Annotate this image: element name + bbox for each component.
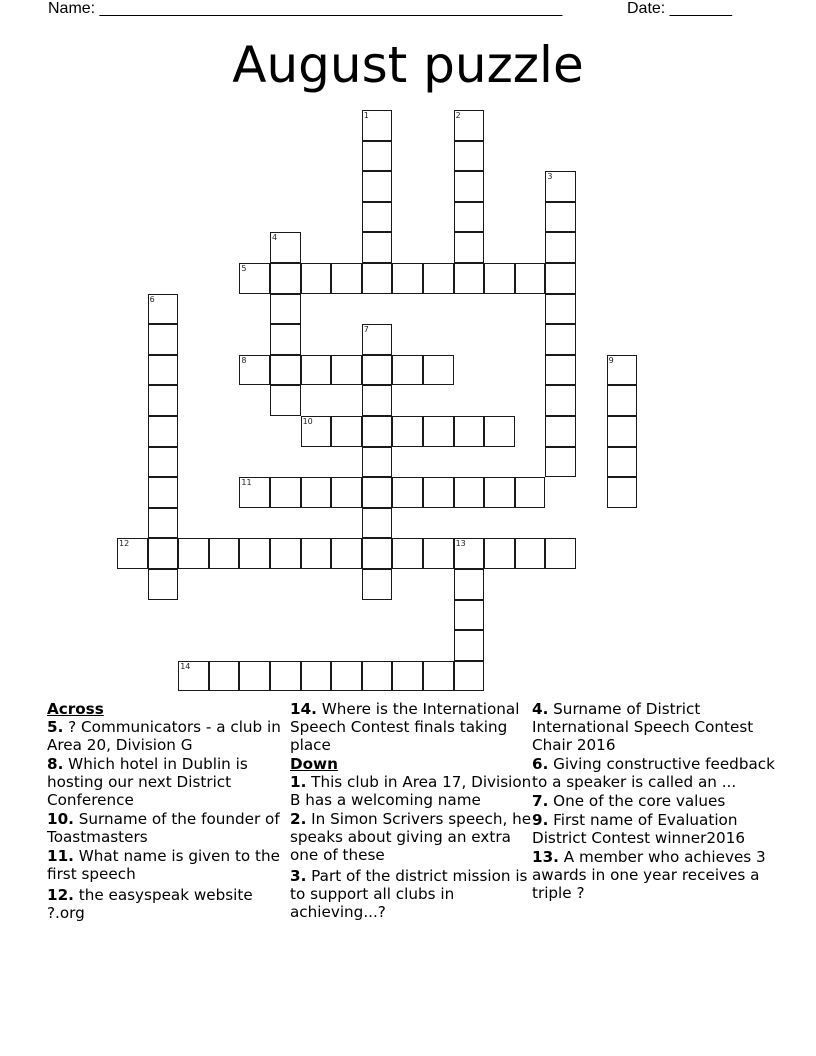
grid-cell[interactable] [362, 202, 393, 233]
clue-down-9 [532, 811, 777, 847]
grid-cell[interactable] [423, 263, 454, 294]
grid-cell[interactable] [454, 416, 485, 447]
grid-cell[interactable] [454, 110, 485, 141]
clue-text: Giving constructive feedback to a speaker is called an ... [532, 755, 775, 791]
cell-number: 8 [241, 355, 247, 365]
grid-cell[interactable] [545, 324, 576, 355]
grid-cell[interactable] [454, 661, 485, 692]
clues-column-3 [532, 700, 777, 903]
grid-cell[interactable] [545, 294, 576, 325]
grid-cell[interactable] [362, 355, 393, 386]
clue-number: 7. [532, 792, 549, 810]
grid-cell[interactable] [148, 508, 179, 539]
clue-number: 4. [532, 700, 549, 718]
clue-text: What name is given to the first speech [47, 847, 280, 883]
grid-cell[interactable] [423, 477, 454, 508]
grid-cell[interactable] [362, 416, 393, 447]
clue-number: 10. [47, 810, 74, 828]
clue-text: A member who achieves 3 awards in one year receives a triple ? [532, 848, 766, 902]
grid-cell[interactable] [331, 538, 362, 569]
grid-cell[interactable] [454, 141, 485, 172]
grid-cell[interactable] [545, 355, 576, 386]
clue-text: Which hotel in Dublin is hosting our next District Conference [47, 755, 248, 809]
grid-cell[interactable] [270, 661, 301, 692]
grid-cell[interactable] [545, 447, 576, 478]
cell-number: 4 [272, 233, 278, 243]
clue-text: Where is the International Speech Contest finals taking place [290, 700, 520, 754]
grid-cell[interactable] [423, 355, 454, 386]
grid-cell[interactable] [270, 232, 301, 263]
grid-cell[interactable] [454, 569, 485, 600]
grid-cell[interactable] [423, 661, 454, 692]
clue-across-5 [47, 718, 292, 754]
grid-cell[interactable] [454, 600, 485, 631]
grid-cell[interactable] [362, 141, 393, 172]
cell-number: 6 [149, 294, 155, 304]
clue-number: 12. [47, 886, 74, 904]
grid-cell[interactable] [148, 477, 179, 508]
grid-cell[interactable] [270, 538, 301, 569]
grid-cell[interactable] [117, 538, 148, 569]
clue-number: 8. [47, 755, 64, 773]
clue-text: Part of the district mission is to support all clubs in achieving...? [290, 867, 528, 921]
cell-number: 14 [180, 661, 191, 671]
clues-column-2 [290, 700, 535, 922]
clue-down-4 [532, 700, 777, 754]
grid-cell[interactable] [148, 355, 179, 386]
grid-cell[interactable] [362, 171, 393, 202]
clue-number: 13. [532, 848, 559, 866]
grid-cell[interactable] [148, 294, 179, 325]
grid-cell[interactable] [607, 416, 638, 447]
clue-text: In Simon Scrivers speech, he speaks about giving an extra one of these [290, 810, 532, 864]
grid-cell[interactable] [423, 538, 454, 569]
cell-number: 7 [363, 325, 369, 335]
grid-cell[interactable] [301, 416, 332, 447]
grid-cell[interactable] [362, 569, 393, 600]
grid-cell[interactable] [484, 538, 515, 569]
grid-cell[interactable] [178, 538, 209, 569]
clue-number: 14. [290, 700, 317, 718]
across-heading: Across [47, 700, 104, 718]
clue-text: Surname of District International Speech Contest Chair 2016 [532, 700, 754, 754]
cell-number: 2 [455, 111, 461, 120]
grid-cell[interactable] [454, 538, 485, 569]
grid-cell[interactable] [484, 263, 515, 294]
grid-cell[interactable] [545, 538, 576, 569]
clue-across-8 [47, 755, 292, 809]
grid-cell[interactable] [545, 232, 576, 263]
grid-cell[interactable] [392, 355, 423, 386]
grid-cell[interactable] [392, 416, 423, 447]
grid-cell[interactable] [331, 416, 362, 447]
grid-cell[interactable] [301, 661, 332, 692]
grid-cell[interactable] [301, 263, 332, 294]
grid-cell[interactable] [362, 324, 393, 355]
puzzle-title: August puzzle [232, 36, 584, 94]
grid-cell[interactable] [362, 385, 393, 416]
clue-number: 3. [290, 867, 307, 885]
clue-number: 1. [290, 773, 307, 791]
clue-number: 5. [47, 718, 64, 736]
clue-down-13 [532, 848, 777, 902]
down-heading: Down [290, 755, 338, 773]
grid-cell[interactable] [148, 385, 179, 416]
grid-cell[interactable] [454, 477, 485, 508]
grid-cell[interactable] [270, 385, 301, 416]
grid-cell[interactable] [239, 263, 270, 294]
grid-cell[interactable] [362, 661, 393, 692]
clue-text: This club in Area 17, Division B has a welcoming name [290, 773, 532, 809]
grid-cell[interactable] [392, 538, 423, 569]
grid-cell[interactable] [270, 477, 301, 508]
cell-number: 12 [119, 539, 130, 549]
grid-cell[interactable] [607, 447, 638, 478]
grid-cell[interactable] [515, 263, 546, 294]
grid-cell[interactable] [270, 355, 301, 386]
grid-cell[interactable] [362, 263, 393, 294]
grid-cell[interactable] [454, 630, 485, 661]
clue-down-3 [290, 867, 535, 921]
cell-number: 3 [547, 172, 553, 182]
grid-cell[interactable] [331, 477, 362, 508]
grid-cell[interactable] [239, 355, 270, 386]
cell-number: 1 [363, 111, 369, 120]
grid-cell[interactable] [392, 477, 423, 508]
date-field-label: Date: _______ [627, 0, 732, 17]
cell-number: 5 [241, 264, 247, 273]
grid-cell[interactable] [301, 355, 332, 386]
clue-text: ? Communicators - a club in Area 20, Division G [47, 718, 281, 754]
grid-cell[interactable] [209, 661, 240, 692]
grid-cell[interactable] [392, 263, 423, 294]
cell-number: 10 [302, 417, 313, 426]
grid-cell[interactable] [270, 263, 301, 294]
clue-down-6 [532, 755, 777, 791]
grid-cell[interactable] [331, 355, 362, 386]
grid-cell[interactable] [148, 324, 179, 355]
clue-across-12 [47, 886, 292, 922]
clue-text: One of the core values [548, 792, 726, 810]
grid-cell[interactable] [545, 202, 576, 233]
clue-text: First name of Evaluation District Contest winner2016 [532, 811, 746, 847]
grid-cell[interactable] [515, 538, 546, 569]
clues-column-1 [47, 700, 292, 923]
grid-cell[interactable] [607, 385, 638, 416]
grid-cell[interactable] [148, 447, 179, 478]
clue-text: Surname of the founder of Toastmasters [47, 810, 280, 846]
clue-number: 6. [532, 755, 549, 773]
grid-cell[interactable] [362, 538, 393, 569]
clue-across-14 [290, 700, 535, 754]
crossword-grid [117, 110, 617, 710]
grid-cell[interactable] [148, 569, 179, 600]
grid-cell[interactable] [239, 538, 270, 569]
grid-cell[interactable] [331, 263, 362, 294]
grid-cell[interactable] [362, 477, 393, 508]
clue-across-10 [47, 810, 292, 846]
grid-cell[interactable] [484, 416, 515, 447]
grid-cell[interactable] [209, 538, 240, 569]
grid-cell[interactable] [607, 355, 638, 386]
grid-cell[interactable] [545, 263, 576, 294]
cell-number: 9 [608, 355, 614, 365]
grid-cell[interactable] [545, 385, 576, 416]
grid-cell[interactable] [423, 416, 454, 447]
grid-cell[interactable] [239, 661, 270, 692]
grid-cell[interactable] [270, 324, 301, 355]
grid-cell[interactable] [392, 661, 423, 692]
grid-cell[interactable] [607, 477, 638, 508]
clue-number: 9. [532, 811, 549, 829]
grid-cell[interactable] [148, 538, 179, 569]
grid-cell[interactable] [239, 477, 270, 508]
grid-cell[interactable] [515, 477, 546, 508]
cell-number: 11 [241, 478, 252, 488]
grid-cell[interactable] [545, 171, 576, 202]
grid-cell[interactable] [484, 477, 515, 508]
clue-text: the easyspeak website ?.org [47, 886, 253, 922]
grid-cell[interactable] [362, 508, 393, 539]
grid-cell[interactable] [454, 171, 485, 202]
clue-down-7 [532, 792, 777, 810]
grid-cell[interactable] [362, 110, 393, 141]
grid-cell[interactable] [545, 416, 576, 447]
grid-cell[interactable] [362, 232, 393, 263]
grid-cell[interactable] [454, 202, 485, 233]
grid-cell[interactable] [362, 447, 393, 478]
clue-number: 2. [290, 810, 307, 828]
cell-number: 13 [455, 539, 466, 549]
grid-cell[interactable] [148, 416, 179, 447]
grid-cell[interactable] [178, 661, 209, 692]
clue-across-11 [47, 847, 292, 883]
clue-number: 11. [47, 847, 74, 865]
clue-down-2 [290, 810, 535, 864]
grid-cell[interactable] [331, 661, 362, 692]
grid-cell[interactable] [301, 538, 332, 569]
name-field-label: Name: ____________________________________________________ [48, 0, 563, 17]
grid-cell[interactable] [454, 232, 485, 263]
grid-cell[interactable] [270, 294, 301, 325]
grid-cell[interactable] [301, 477, 332, 508]
grid-cell[interactable] [454, 263, 485, 294]
clue-down-1 [290, 773, 535, 809]
